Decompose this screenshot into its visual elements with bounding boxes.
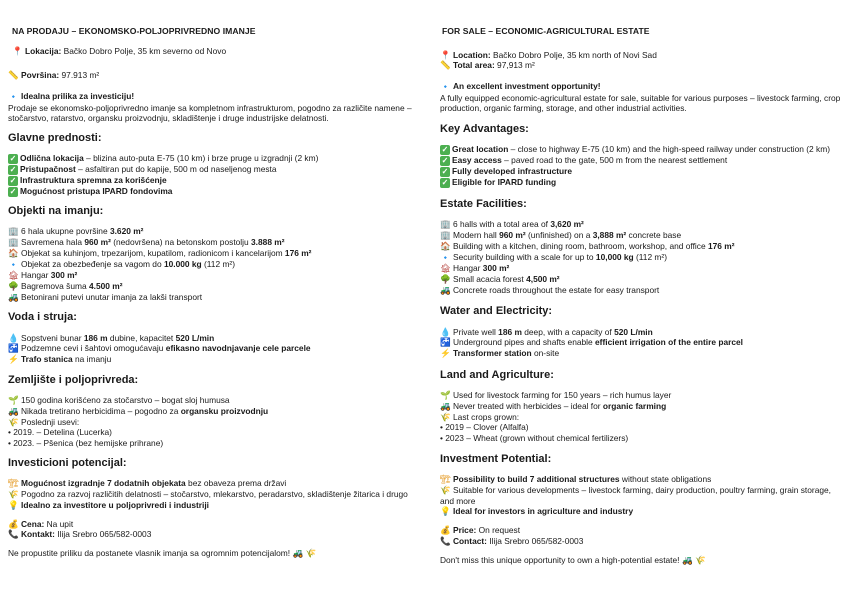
listing-title: FOR SALE – ECONOMIC-AGRICULTURAL ESTATE bbox=[442, 26, 650, 36]
object-item: 🔹 Security building with a scale for up to 10,000 kg (112 m²) bbox=[441, 251, 667, 262]
crop-item: • 2019 – Clover (Alfalfa) bbox=[440, 422, 529, 433]
water-heading: Water and Electricity: bbox=[440, 305, 553, 318]
opportunity-text: Prodaje se ekonomsko-poljoprivredno imanje sa kompletnom infrastrukturom, pogodno za različite namene – stočarstvo, ratarstvo, organsku proizvodnju, skladištenje i druge industrijske delatnosti. bbox=[8, 102, 412, 124]
money-bag-icon: 💰 bbox=[440, 525, 451, 536]
objects-heading: Estate Facilities: bbox=[440, 198, 527, 211]
serbian-column bbox=[8, 26, 420, 559]
advantage-item: ✓ Pristupačnost – asfaltiran put do kapije, 500 m od naseljenog mesta bbox=[9, 164, 277, 175]
closing-line: Ne propustite priliku da postanete vlasnik imanja sa ogromnim potencijalom! 🚜 🌾 bbox=[8, 548, 317, 559]
potential-item: 🌾 Pogodno za razvoj različitih delatnosti – stočarstvo, mlekarstvo, peradarstvo, skladištenje žitarica i drugo bbox=[8, 489, 408, 500]
check-icon: ✓ bbox=[441, 167, 449, 177]
wheat-icon: 🌾 bbox=[440, 411, 451, 422]
object-item: 🔹 Objekat za obezbeđenje sa vagom do 10.000 kg (112 m²) bbox=[9, 258, 236, 269]
ruler-icon: 📏 bbox=[440, 60, 451, 71]
object-item: 🏠 Objekat sa kuhinjom, trpezarijom, kupatilom, radionicom i kancelarijom 176 m² bbox=[8, 247, 312, 258]
potential-heading: Investicioni potencijal: bbox=[8, 457, 127, 470]
check-icon: ✓ bbox=[9, 176, 17, 186]
water-item: ⚡ Trafo stanica na imanju bbox=[8, 354, 112, 365]
wheat-icon: 🌾 bbox=[694, 554, 706, 565]
check-icon: ✓ bbox=[441, 145, 449, 155]
water-drop-icon: 💧 bbox=[8, 332, 19, 343]
land-item: 🌱 150 godina korišćeno za stočarstvo – bogat sloj humusa bbox=[8, 395, 230, 406]
water-item: 🚰 Podzemne cevi i šahtovi omogućavaju efikasno navodnjavanje cele parcele bbox=[8, 343, 311, 354]
opportunity-title: 🔹 Idealna prilika za investiciju! bbox=[9, 91, 135, 102]
check-icon: ✓ bbox=[9, 187, 17, 197]
contact-line: 📞 Kontakt: Ilija Srebro 065/582-0003 bbox=[8, 529, 152, 540]
sprout-icon: 🌱 bbox=[8, 395, 19, 406]
money-bag-icon: 💰 bbox=[8, 518, 19, 529]
advantage-item: ✓ Odlična lokacija – blizina auto-puta E-75 (10 km) i brze pruge u izgradnji (2 km) bbox=[9, 153, 319, 164]
potential-item: 🌾 Suitable for various developments – livestock farming, dairy production, poultry farming, grain storage, and more bbox=[440, 485, 831, 506]
potential-heading: Investment Potential: bbox=[440, 453, 552, 466]
land-item: 🚜 Never treated with herbicides – ideal for organic farming bbox=[440, 400, 667, 411]
tractor-icon: 🚜 bbox=[8, 405, 19, 416]
check-icon: ✓ bbox=[9, 165, 17, 175]
lightbulb-icon: 💡 bbox=[8, 499, 19, 510]
advantage-item: ✓ Infrastruktura spremna za korišćenje bbox=[9, 175, 167, 186]
advantage-item: ✓ Fully developed infrastructure bbox=[441, 166, 573, 177]
tree-icon: 🌳 bbox=[8, 281, 19, 292]
tractor-icon: 🚜 bbox=[440, 284, 451, 295]
advantages-heading: Glavne prednosti: bbox=[8, 131, 102, 144]
objects-heading: Objekti na imanju: bbox=[8, 205, 104, 218]
potential-item: 🏗 Possibility to build 7 additional structures without state obligations bbox=[440, 474, 712, 485]
tree-icon: 🌳 bbox=[440, 274, 451, 285]
advantages-heading: Key Advantages: bbox=[440, 122, 529, 135]
crop-item: • 2023. – Pšenica (bez hemijske prihrane) bbox=[8, 437, 164, 448]
pin-icon: 📍 bbox=[12, 45, 23, 56]
object-item: 🏠 Building with a kitchen, dining room, bathroom, workshop, and office 176 m² bbox=[440, 240, 735, 251]
check-icon: ✓ bbox=[441, 156, 449, 166]
ruler-icon: 📏 bbox=[8, 70, 19, 81]
area-line: 📏 Total area: 97,913 m² bbox=[440, 60, 535, 71]
crop-item: • 2019. – Detelina (Lucerka) bbox=[8, 427, 112, 438]
object-item: 🏢 Modern hall 960 m² (unfinished) on a 3,888 m² concrete base bbox=[440, 230, 682, 241]
house-icon: 🏠 bbox=[8, 247, 19, 258]
crane-icon: 🏗 bbox=[8, 478, 19, 489]
advantage-item: ✓ Great location – close to highway E-75 (10 km) and the high-speed railway under construction (2 km) bbox=[441, 144, 830, 155]
water-item: ⚡ Transformer station on-site bbox=[440, 348, 560, 359]
barn-icon: 🏚 bbox=[440, 263, 451, 274]
tractor-icon: 🚜 bbox=[292, 548, 304, 559]
advantage-item: ✓ Mogućnost pristupa IPARD fondovima bbox=[9, 186, 173, 197]
advantage-item: ✓ Eligible for IPARD funding bbox=[441, 177, 557, 188]
water-tap-icon: 🚰 bbox=[8, 343, 19, 354]
object-item: 🏢 Savremena hala 960 m² (nedovršena) na betonskom postolju 3.888 m² bbox=[8, 237, 285, 248]
land-item: 🌾 Last crops grown: bbox=[440, 411, 520, 422]
listing-title: NA PRODAJU – EKONOMSKO-POLJOPRIVREDNO IMANJE bbox=[12, 26, 256, 36]
land-heading: Zemljište i poljoprivreda: bbox=[8, 373, 139, 386]
advantage-item: ✓ Easy access – paved road to the gate, 500 m from the nearest settlement bbox=[441, 155, 728, 166]
price-line: 💰 Price: On request bbox=[440, 525, 521, 536]
check-icon: ✓ bbox=[9, 154, 17, 164]
object-item: 🌳 Bagremova šuma 4.500 m² bbox=[8, 281, 123, 292]
wheat-icon: 🌾 bbox=[440, 485, 451, 496]
building-icon: 🏢 bbox=[8, 237, 19, 248]
building-icon: 🏢 bbox=[8, 226, 19, 237]
water-item: 🚰 Underground pipes and shafts enable efficient irrigation of the entire parcel bbox=[440, 337, 744, 348]
phone-icon: 📞 bbox=[8, 529, 19, 540]
object-item: 🚜 Betonirani putevi unutar imanja za lakši transport bbox=[8, 291, 203, 302]
crane-icon: 🏗 bbox=[440, 474, 451, 485]
water-heading: Voda i struja: bbox=[8, 311, 77, 324]
location-line: 📍 Location: Bačko Dobro Polje, 35 km north of Novi Sad bbox=[440, 49, 657, 60]
potential-item: 💡 Ideal for investors in agriculture and industry bbox=[440, 506, 634, 517]
crop-item: • 2023 – Wheat (grown without chemical fertilizers) bbox=[440, 432, 629, 443]
object-item: 🏚 Hangar 300 m² bbox=[440, 263, 510, 274]
wheat-icon: 🌾 bbox=[8, 489, 19, 500]
diamond-icon: 🔹 bbox=[441, 254, 450, 262]
object-item: 🚜 Concrete roads throughout the estate for easy transport bbox=[440, 284, 660, 295]
price-line: 💰 Cena: Na upit bbox=[8, 518, 74, 529]
object-item: 🏚 Hangar 300 m² bbox=[8, 270, 78, 281]
barn-icon: 🏚 bbox=[8, 270, 19, 281]
english-column bbox=[440, 26, 846, 565]
area-line: 📏 Površina: 97.913 m² bbox=[8, 70, 100, 81]
object-item: 🏢 6 halls with a total area of 3,620 m² bbox=[440, 219, 584, 230]
land-item: 🌱 Used for livestock farming for 150 years – rich humus layer bbox=[440, 390, 672, 401]
water-drop-icon: 💧 bbox=[440, 326, 451, 337]
potential-item: 💡 Idealno za investitore u poljoprivredi i industriji bbox=[8, 499, 209, 510]
building-icon: 🏢 bbox=[440, 219, 451, 230]
lightning-icon: ⚡ bbox=[8, 354, 19, 365]
opportunity-title: 🔹 An excellent investment opportunity! bbox=[441, 81, 601, 92]
phone-icon: 📞 bbox=[440, 535, 451, 546]
pin-icon: 📍 bbox=[440, 49, 451, 60]
water-tap-icon: 🚰 bbox=[440, 337, 451, 348]
land-item: 🚜 Nikada tretirano herbicidima – pogodno za organsku proizvodnju bbox=[8, 405, 269, 416]
check-icon: ✓ bbox=[441, 178, 449, 188]
wheat-icon: 🌾 bbox=[305, 548, 317, 559]
tractor-icon: 🚜 bbox=[440, 400, 451, 411]
tractor-icon: 🚜 bbox=[8, 291, 19, 302]
contact-line: 📞 Contact: Ilija Srebro 065/582-0003 bbox=[440, 535, 584, 546]
tractor-icon: 🚜 bbox=[681, 554, 693, 565]
object-item: 🏢 6 hala ukupne površine 3.620 m² bbox=[8, 226, 144, 237]
house-icon: 🏠 bbox=[440, 240, 451, 251]
land-heading: Land and Agriculture: bbox=[440, 368, 554, 381]
location-line: 📍 Lokacija: Bačko Dobro Polje, 35 km severno od Novo bbox=[12, 45, 227, 56]
diamond-icon: 🔹 bbox=[9, 94, 18, 102]
building-icon: 🏢 bbox=[440, 230, 451, 241]
object-item: 🌳 Small acacia forest 4,500 m² bbox=[440, 274, 560, 285]
sprout-icon: 🌱 bbox=[440, 390, 451, 401]
potential-item: 🏗 Mogućnost izgradnje 7 dodatnih objekata bez obaveza prema državi bbox=[8, 478, 287, 489]
lightning-icon: ⚡ bbox=[440, 348, 451, 359]
closing-line: Don't miss this unique opportunity to own a high-potential estate! 🚜 🌾 bbox=[440, 554, 706, 565]
wheat-icon: 🌾 bbox=[8, 416, 19, 427]
water-item: 💧 Sopstveni bunar 186 m dubine, kapacitet 520 L/min bbox=[8, 332, 215, 343]
lightbulb-icon: 💡 bbox=[440, 506, 451, 517]
water-item: 💧 Private well 186 m deep, with a capacity of 520 L/min bbox=[440, 326, 653, 337]
opportunity-text: A fully equipped economic-agricultural estate for sale, suitable for various purposes – livestock farming, crop production, organic farming, storage, and other industrial activities. bbox=[440, 92, 841, 114]
land-item: 🌾 Poslednji usevi: bbox=[8, 416, 80, 427]
diamond-icon: 🔹 bbox=[441, 84, 450, 92]
diamond-icon: 🔹 bbox=[9, 261, 18, 269]
